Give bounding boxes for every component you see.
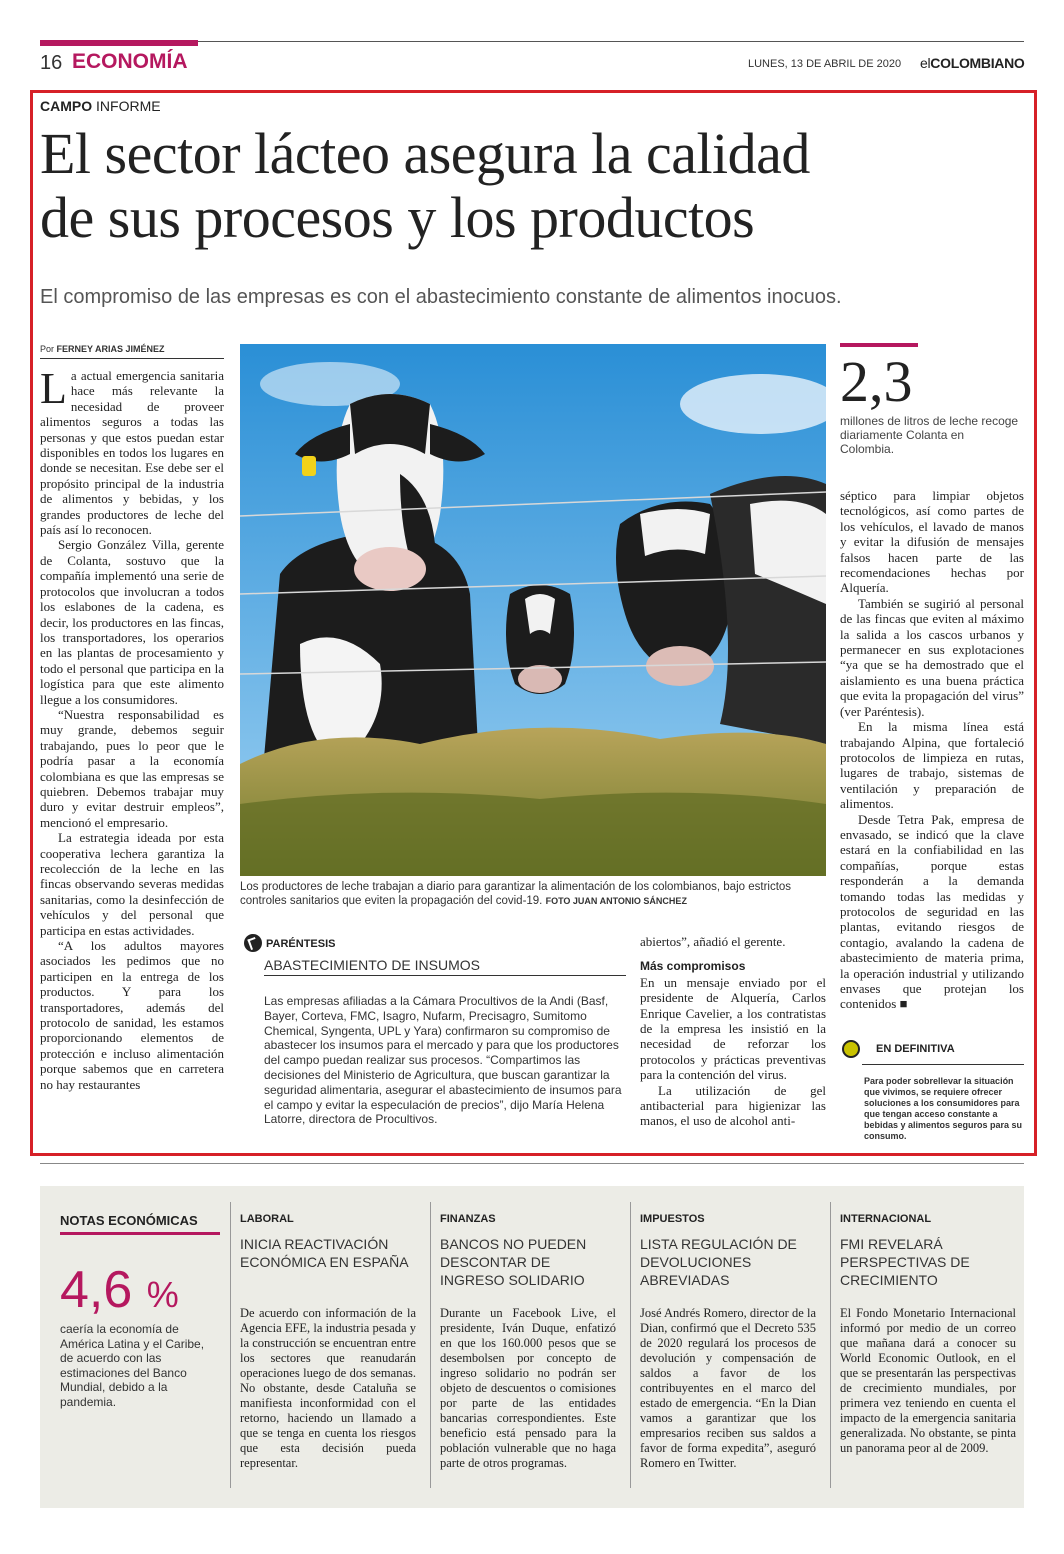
notas-title: NOTAS ECONÓMICAS [60,1213,198,1228]
paragraph: abiertos”, añadió el gerente. [640,934,786,949]
page-number: 16 [40,52,63,74]
headline [40,122,1030,250]
definitiva-label: EN DEFINITIVA [876,1043,955,1055]
section-separator [40,1163,1024,1164]
nota-title: FMI REVELARÁ PERSPECTIVAS DE CRECIMIENTO [840,1236,970,1288]
column-divider [430,1202,431,1488]
column-divider [230,1202,231,1488]
nota-body: José Andrés Romero, director de la Dian, confirmó que el Decreto 535 de 2020 regulará los procesos de devolución y compensación de saldos a favor de los contribuyentes en el marco del estado de emergencia. “En la Dian vamos a garantizar que los empresarios reciben sus saldos a favor de forma expedita”, aseguró Romero en Twitter. [640,1306,816,1470]
paragraph: La actual emergencia sanitaria hace más relevante la necesidad de proveer alimentos seguros a todas las personas y que estos puedan estar disponibles en todos los lugares en donde se necesitan. Ese debe ser el propósito principal de la industria de alimentos y bebidas, y los grandes productores de leche del país así lo reconocen. [40,368,224,538]
section-name: ECONOMÍA [72,50,188,73]
paragraph: En la misma línea está trabajando Alpina, que fortaleció protocolos de limpieza en rutas, lugares de trabajo, sistemas de ventilación y preparación de alimentos. [840,719,1024,812]
paragraph: También se sugirió al personal de las fincas que eviten al máximo la salida a los cascos urbanos y permanecer en sus explotaciones “ya que se ha demostrado que el aislamiento es una buena práctica que evita la propagación del virus” (ver Paréntesis). [840,595,1024,719]
article-kicker [40,98,161,114]
article-column-1 [40,368,224,1146]
stat-value: 2,3 [840,349,913,414]
caption-credit: FOTO JUAN ANTONIO SÁNCHEZ [545,896,687,906]
cows-illustration [240,344,826,876]
paragraph: La estrategia ideada por esta cooperativa lechera garantiza la recolección de la leche en las fincas observando severas medidas sanitarias, como la desinfección de vehículos y del personal que participa en estas actividades. [40,830,224,938]
nota-title: LISTA REGULACIÓN DE DEVOLUCIONES ABREVIADAS [640,1236,797,1288]
nota-title: BANCOS NO PUEDEN DESCONTAR DE INGRESO SOLIDARIO [440,1236,587,1288]
photo-caption [240,880,826,908]
nota-label: IMPUESTOS [640,1213,705,1225]
newspaper-logo [920,55,1025,71]
nota-body: De acuerdo con información de la Agencia EFE, la industria pesada y la construcción se encuentran entre los sectores que reanudarán operaciones luego de dos semanas. No obstante, desde Cataluña se manifiesta inconformidad con el retorno, haciendo un llamado a que se tenga en cuenta los riesgos que esta decisión pueda representar. [240,1306,416,1470]
stat-accent-bar [840,343,918,347]
notas-stat [60,1262,179,1323]
notas-accent-bar [60,1232,220,1235]
byline-author: FERNEY ARIAS JIMÉNEZ [56,344,165,354]
paragraph: “Nuestra responsabilidad es muy grande, debemos seguir trabajando, pues lo peor que le podría pasar a la economía colombiana es que las empresas se quiebren. Debemos trabajar muy duro y evitar destruir empleos”, mencionó el empresario. [40,706,224,830]
publication-date: LUNES, 13 DE ABRIL DE 2020 [748,58,902,70]
kicker-section: CAMPO [40,98,93,114]
parentesis-label: PARÉNTESIS [266,938,336,950]
paragraph: En un mensaje enviado por el presidente de Alquería, Carlos Enrique Cavelier, a los contratistas de la empresa les insistió en la necesidad de reforzar los protocolos y prácticas preventivas para la contención del virus. [640,974,826,1083]
byline [40,344,165,354]
notas-stat-unit: % [146,1274,179,1315]
kicker-type: INFORME [96,98,161,114]
parentesis-rule [264,975,626,976]
section-accent-bar [40,40,198,46]
dropcap: L [40,368,67,413]
definitiva-rule [862,1064,1024,1065]
parentesis-title: ABASTECIMIENTO DE INSUMOS [264,957,480,973]
nota-body: Durante un Facebook Live, el presidente, Iván Duque, enfatizó en que los 160.000 pesos que se desembolsen por concepto de ingreso solidario no podrán ser objeto de descuentos o comisiones por parte de las entidades bancarias correspondientes. Este beneficio está pensado para la población vulnerable que no haga parte de otros programas. [440,1306,616,1470]
logo-name: COLOMBIANO [930,55,1025,71]
parentesis-text: Las empresas afiliadas a la Cámara Procultivos de la Andi (Basf, Bayer, Corteva, FMC, Isagro, Nufarm, Precisagro, Sumitomo Chemical, Syngenta, UPL y Yara) confirmaron su compromiso de abastecer los insumos para el mercado y para que los productores del campo puedan realizar sus procesos. “Compartimos las decisiones del Ministerio de Agricultura, que buscan garantizar la seguridad alimentaria, asegurar el abastecimiento de insumos para el campo y evitar la especulación de precios”, dijo María Helena Latorre, directora de Procultivos. [264,994,622,1127]
pin-icon [244,934,262,952]
nota-label: INTERNACIONAL [840,1213,932,1225]
cows-photo [240,344,826,876]
nota-body: El Fondo Monetario Internacional informó por medio de un correo que mañana dará a conocer su World Economic Outlook, en el que se presentarán las perspectivas de crecimiento mundiales, por primera vez teniendo en cuenta el impacto de la emergencia sanitaria generalizada. No obstante, se pinta un panorama peor al de 2009. [840,1306,1016,1455]
paragraph: Desde Tetra Pak, empresa de envasado, se indicó que la clave estará en la confiabilidad en las compañías, porque estas responderán a la demanda tomando todas las medidas y protocolos de seguridad en las plantas, evitando riesgos de contagio, avalando la cadena de abastecimiento de materia prima, la operación industrial y utilizando envases que protejan los contenidos ■ [840,811,1024,1012]
paragraph: “A los adultos mayores asociados les pedimos que no participen en la entrega de los productos. Y para los transportadores, además del protocolo de sanidad, les estamos proporcionando elementos de protección e incluso alimentación porque sabemos que en carretera no hay restaurantes [40,938,224,1092]
paragraph: Sergio González Villa, gerente de Colanta, sostuvo que la compañía implementó una serie de protocolos que involucran a todos los eslabones de la cadena, es decir, los productores en las fincas, los transportadores, los operarios en las plantas de procesamiento y todo el personal que participa en la logística para que este alimento llegue a los consumidores. [40,537,224,707]
byline-rule [40,358,224,359]
article-column-3 [640,934,826,1146]
subheading: Más compromisos [640,959,746,974]
notas-stat-text: caería la economía de América Latina y el Caribe, de acuerdo con las estimaciones del Banco Mundial, debido a la pandemia. [60,1322,205,1409]
column-divider [630,1202,631,1488]
paragraph: séptico para limpiar objetos tecnológicos, así como partes de los vehículos, el lavado de manos y evitar la difusión de mensajes falsos hacen parte de las recomendaciones hechas por Alquería. [840,488,1024,596]
nota-label: FINANZAS [440,1213,496,1225]
nota-label: LABORAL [240,1213,294,1225]
article-column-4 [840,488,1024,1018]
logo-prefix: el [920,55,931,71]
checkered-icon [842,1040,860,1058]
headline-line-1: El sector lácteo asegura la calidad [40,121,810,186]
paragraph: La utilización de gel antibacterial para higienizar las manos, el uso de alcohol anti- [640,1082,826,1129]
definitiva-text: Para poder sobrellevar la situación que vivimos, se requiere ofrecer soluciones a los consumidores para que tengan acceso constante a bebidas y alimentos seguros para su consumo. [864,1076,1023,1141]
nota-title: INICIA REACTIVACIÓN ECONÓMICA EN ESPAÑA [240,1236,409,1270]
subheadline: El compromiso de las empresas es con el abastecimiento constante de alimentos inocuos. [40,286,842,308]
byline-prefix: Por [40,344,55,354]
stat-text: millones de litros de leche recoge diariamente Colanta en Colombia. [840,414,1019,456]
caption-text: Los productores de leche trabajan a diario para garantizar la alimentación de los colombianos, bajo estrictos controles sanitarios que eviten la propagación del covid-19. [240,881,792,907]
headline-line-2: de sus procesos y los productos [40,185,755,250]
notas-stat-value: 4,6 [60,1261,133,1319]
column-divider [830,1202,831,1488]
